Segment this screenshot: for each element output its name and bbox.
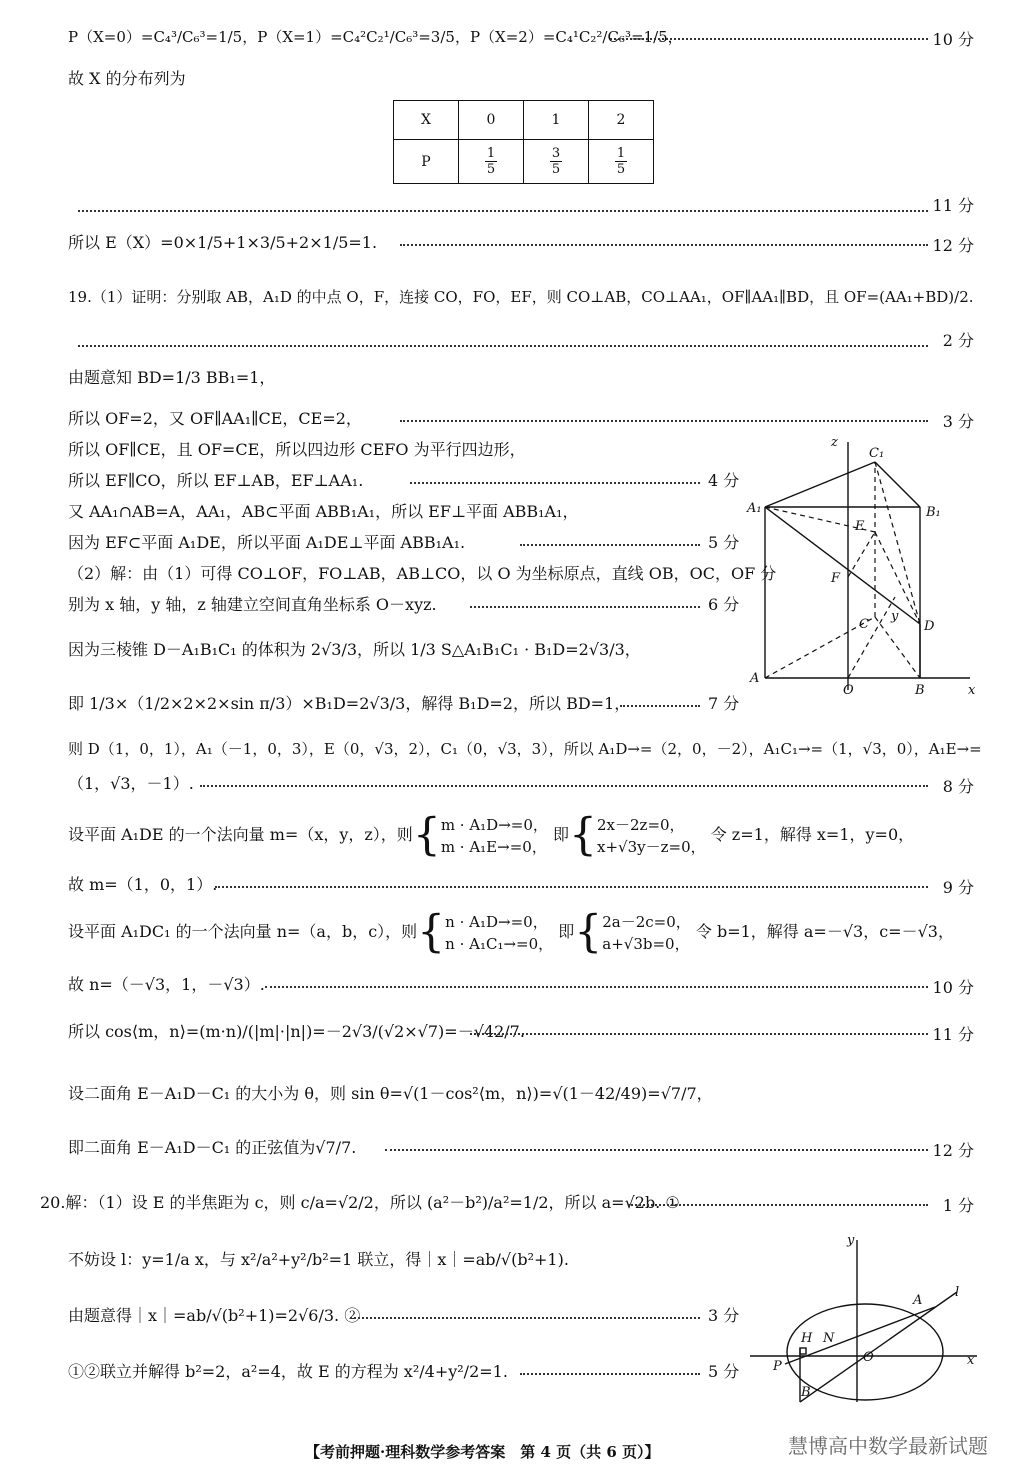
score-2: 2 分 xyxy=(942,331,974,350)
q19-line-12: 则 D（1，0，1），A₁（－1，0，3），E（0，√3，2），C₁（0，√3，3），所以 A₁D→=（2，0，－2），A₁C₁→=（1，√3，0），A₁E→= xyxy=(68,740,982,758)
label-e: E xyxy=(855,519,865,534)
table-cell: 2 xyxy=(589,101,654,140)
score-10b: 10 分 xyxy=(932,978,974,997)
leader-dots xyxy=(520,544,700,546)
q19-line-8: （2）解：由（1）可得 CO⊥OF，FO⊥AB，AB⊥CO，以 O 为坐标原点，直线 OB，OC，OF 分 xyxy=(68,564,777,583)
score-11b: 11 分 xyxy=(932,1025,974,1044)
label-h: H xyxy=(801,1331,813,1346)
q20-line-2: 不妨设 l：y=1/a x，与 x²/a²+y²/b²=1 联立，得｜x｜=ab/√(b²+1). xyxy=(68,1250,569,1269)
leader-dots xyxy=(620,705,700,707)
score-5b: 5 分 xyxy=(708,1362,740,1381)
leader-dots xyxy=(400,420,928,422)
q19-line-20: 即二面角 E－A₁D－C₁ 的正弦值为√7/7. xyxy=(68,1138,357,1157)
label-l: l xyxy=(955,1285,960,1300)
leader-dots xyxy=(385,1149,928,1151)
q19-line-6: 又 AA₁∩AB=A，AA₁，AB⊂平面 ABB₁A₁，所以 EF⊥平面 ABB₁A₁， xyxy=(68,502,579,521)
prism-figure xyxy=(745,432,985,702)
q19-line-18: 所以 cos⟨m，n⟩=(m·n)/(|m|·|n|)=－2√3/(√2×√7)=－√42/7. xyxy=(68,1022,525,1041)
table-header-p: P xyxy=(394,140,459,184)
label-p: P xyxy=(773,1359,782,1374)
table-cell: 1 xyxy=(524,101,589,140)
label-z: z xyxy=(831,435,838,450)
leader-dots xyxy=(410,482,700,484)
score-11: 11 分 xyxy=(932,196,974,215)
table-cell: $\frac{3}{5}$ xyxy=(524,140,589,184)
table-cell: 0 xyxy=(459,101,524,140)
score-12b: 12 分 xyxy=(932,1141,974,1160)
watermark: 慧博高中数学最新试题 xyxy=(788,1434,988,1458)
distribution-table xyxy=(393,100,654,184)
score-3: 3 分 xyxy=(942,412,974,431)
label-c: C xyxy=(859,617,869,632)
score-8: 8 分 xyxy=(942,777,974,796)
q19-normal-n: 设平面 A₁DC₁ 的一个法向量 n=（a，b，c），则{ n · A₁D→=0， n · A₁C₁→=0， 即{ 2a－2c=0， a+√3b=0， 令 b=1，解得 a=－√3，c=－√3， xyxy=(68,906,954,958)
leader-dots xyxy=(350,1317,700,1319)
leader-dots xyxy=(400,244,928,246)
q19-line-13: （1，√3，－1）. xyxy=(68,774,194,793)
q19-line-7: 因为 EF⊂平面 A₁DE，所以平面 A₁DE⊥平面 ABB₁A₁. xyxy=(68,533,466,552)
leader-dots xyxy=(200,785,928,787)
page-footer: 【考前押题·理科数学参考答案 第 4 页（共 6 页）】 xyxy=(305,1443,660,1461)
q19-line-2: 由题意知 BD=1/3 BB₁=1， xyxy=(68,368,276,387)
q20-line-3: 由题意得｜x｜=ab/√(b²+1)=2√6/3. ② xyxy=(68,1306,361,1325)
label-b: B xyxy=(915,683,925,698)
leader-dots xyxy=(470,1033,928,1035)
label-c1: C₁ xyxy=(869,446,885,461)
leader-dots xyxy=(628,1204,928,1206)
q19-line-9: 别为 x 轴，y 轴，z 轴建立空间直角坐标系 O－xyz. xyxy=(68,595,437,614)
score-5: 5 分 xyxy=(708,533,740,552)
q19-line-19: 设二面角 E－A₁D－C₁ 的大小为 θ，则 sin θ=√(1－cos²⟨m，n⟩)=√(1－42/49)=√7/7， xyxy=(68,1084,713,1103)
label-y: y xyxy=(847,1233,855,1248)
q19-normal-m: 设平面 A₁DE 的一个法向量 m=（x，y，z），则{ m · A₁D→=0， m · A₁E→=0， 即{ 2x－2z=0， x+√3y－z=0， 令 z=1，解得 x=1，y=0， xyxy=(68,809,915,861)
leader-dots xyxy=(78,345,928,347)
label-a: A xyxy=(750,671,760,686)
q19-line-10: 因为三棱锥 D－A₁B₁C₁ 的体积为 2√3/3，所以 1/3 S△A₁B₁C₁ · B₁D=2√3/3， xyxy=(68,640,641,659)
q18-prob-line: P（X=0）=C₄³/C₆³=1/5，P（X=1）=C₄²C₂¹/C₆³=3/5，P（X=2）=C₄¹C₂²/C₆³=1/5， xyxy=(68,28,683,46)
q20-line-1: 20.解：（1）设 E 的半焦距为 c，则 c/a=√2/2，所以 (a²－b²)/a²=1/2，所以 a=√2b. ① xyxy=(40,1193,680,1212)
leader-dots xyxy=(610,38,928,40)
label-y: y xyxy=(891,609,899,624)
score-9: 9 分 xyxy=(942,878,974,897)
label-x: x xyxy=(968,683,976,698)
q19-line-3: 所以 OF=2，又 OF∥AA₁∥CE，CE=2， xyxy=(68,409,362,428)
q18-expectation: 所以 E（X）=0×1/5+1×3/5+2×1/5=1. xyxy=(68,233,378,252)
score-6: 6 分 xyxy=(708,595,740,614)
score-10: 10 分 xyxy=(932,30,974,49)
q19-line-15: 故 m=（1，0，1）. xyxy=(68,875,218,894)
score-4: 4 分 xyxy=(708,471,740,490)
q19-line-4: 所以 OF∥CE，且 OF=CE，所以四边形 CEFO 为平行四边形， xyxy=(68,440,526,459)
label-b1: B₁ xyxy=(926,505,941,520)
label-a1: A₁ xyxy=(747,501,762,516)
label-f: F xyxy=(831,571,841,586)
score-3b: 3 分 xyxy=(708,1306,740,1325)
table-cell: $\frac{1}{5}$ xyxy=(589,140,654,184)
score-1: 1 分 xyxy=(942,1196,974,1215)
label-n: N xyxy=(823,1331,835,1346)
leader-dots xyxy=(265,986,928,988)
leader-dots xyxy=(215,886,928,888)
label-o: O xyxy=(843,683,854,698)
table-cell: $\frac{1}{5}$ xyxy=(459,140,524,184)
label-x: x xyxy=(967,1353,975,1368)
leader-dots xyxy=(520,1373,700,1375)
label-a: A xyxy=(913,1293,923,1308)
score-12: 12 分 xyxy=(932,236,974,255)
score-7: 7 分 xyxy=(708,694,740,713)
q19-line-1: 19.（1）证明：分别取 AB，A₁D 的中点 O，F，连接 CO，FO，EF，则 CO⊥AB，CO⊥AA₁，OF∥AA₁∥BD，且 OF=(AA₁+BD)/2. xyxy=(68,288,974,306)
label-o: O xyxy=(863,1350,874,1365)
q18-dist-caption: 故 X 的分布列为 xyxy=(68,69,186,88)
q20-line-4: ①②联立并解得 b²=2，a²=4，故 E 的方程为 x²/4+y²/2=1. xyxy=(68,1362,508,1381)
q19-line-11: 即 1/3×（1/2×2×2×sin π/3）×B₁D=2√3/3，解得 B₁D=2，所以 BD=1， xyxy=(68,694,631,713)
q19-line-5: 所以 EF∥CO，所以 EF⊥AB，EF⊥AA₁. xyxy=(68,471,364,490)
label-b: B xyxy=(801,1385,811,1400)
leader-dots xyxy=(470,606,700,608)
leader-dots xyxy=(78,210,928,212)
table-header-x: X xyxy=(394,101,459,140)
ellipse-figure xyxy=(745,1232,985,1407)
label-d: D xyxy=(924,619,935,634)
q19-line-17: 故 n=（－√3，1，－√3）. xyxy=(68,975,265,994)
